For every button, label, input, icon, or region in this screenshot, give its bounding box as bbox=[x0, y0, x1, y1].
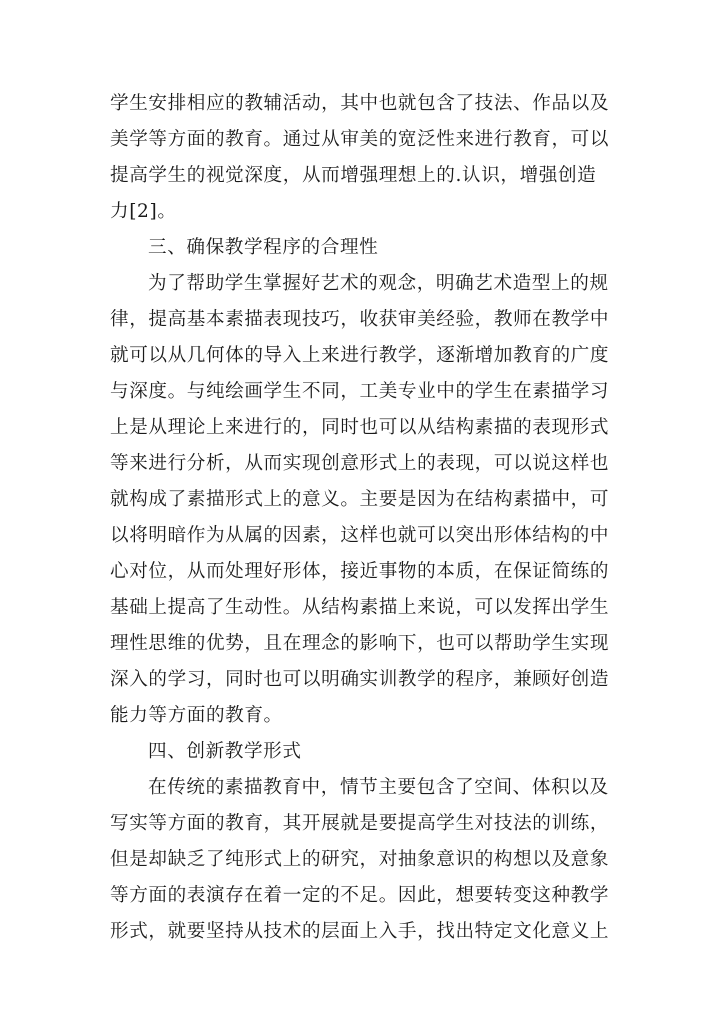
text-line: 为了帮助学生掌握好艺术的观念，明确艺术造型上的规 bbox=[148, 273, 609, 294]
text-line: 就构成了素描形式上的意义。主要是因为在结构素描中，可 bbox=[110, 489, 610, 510]
text-line: 等方面的表演存在着一定的不足。因此，想要转变这种教学 bbox=[110, 885, 610, 906]
text-line: 能力等方面的教育。 bbox=[110, 705, 283, 726]
text-line: 上是从理论上来进行的，同时也可以从结构素描的表现形式 bbox=[110, 417, 610, 438]
text-line: 写实等方面的教育，其开展就是要提高学生对技法的训练， bbox=[110, 813, 610, 834]
text-line: 心对位，从而处理好形体，接近事物的本质，在保证简练的 bbox=[110, 561, 610, 582]
text-line: 就可以从几何体的导入上来进行教学，逐渐增加教育的广度 bbox=[110, 345, 610, 366]
text-line: 学生安排相应的教辅活动，其中也就包含了技法、作品以及 bbox=[110, 93, 610, 114]
text-line: 形式，就要坚持从技术的层面上入手，找出特定文化意义上 bbox=[110, 921, 610, 942]
text-line: 律，提高基本素描表现技巧，收获审美经验，教师在教学中 bbox=[110, 309, 610, 330]
text-line: 等来进行分析，从而实现创意形式上的表现，可以说这样也 bbox=[110, 453, 610, 474]
text-line: 美学等方面的教育。通过从审美的宽泛性来进行教育，可以 bbox=[110, 129, 610, 150]
text-line: 力[2]。 bbox=[110, 201, 177, 222]
text-line: 以将明暗作为从属的因素，这样也就可以突出形体结构的中 bbox=[110, 525, 610, 546]
text-line: 深入的学习，同时也可以明确实训教学的程序，兼顾好创造 bbox=[110, 669, 610, 690]
text-line: 在传统的素描教育中，情节主要包含了空间、体积以及 bbox=[148, 777, 609, 798]
section-heading-4: 四、创新教学形式 bbox=[148, 741, 302, 762]
text-line: 基础上提高了生动性。从结构素描上来说，可以发挥出学生 bbox=[110, 597, 610, 618]
text-line: 但是却缺乏了纯形式上的研究，对抽象意识的构想以及意象 bbox=[110, 849, 610, 870]
text-line: 理性思维的优势，且在理念的影响下，也可以帮助学生实现 bbox=[110, 633, 610, 654]
text-line: 与深度。与纯绘画学生不同，工美专业中的学生在素描学习 bbox=[110, 381, 610, 402]
text-line: 提高学生的视觉深度，从而增强理想上的.认识，增强创造 bbox=[110, 165, 597, 186]
section-heading-3: 三、确保教学程序的合理性 bbox=[148, 237, 379, 258]
